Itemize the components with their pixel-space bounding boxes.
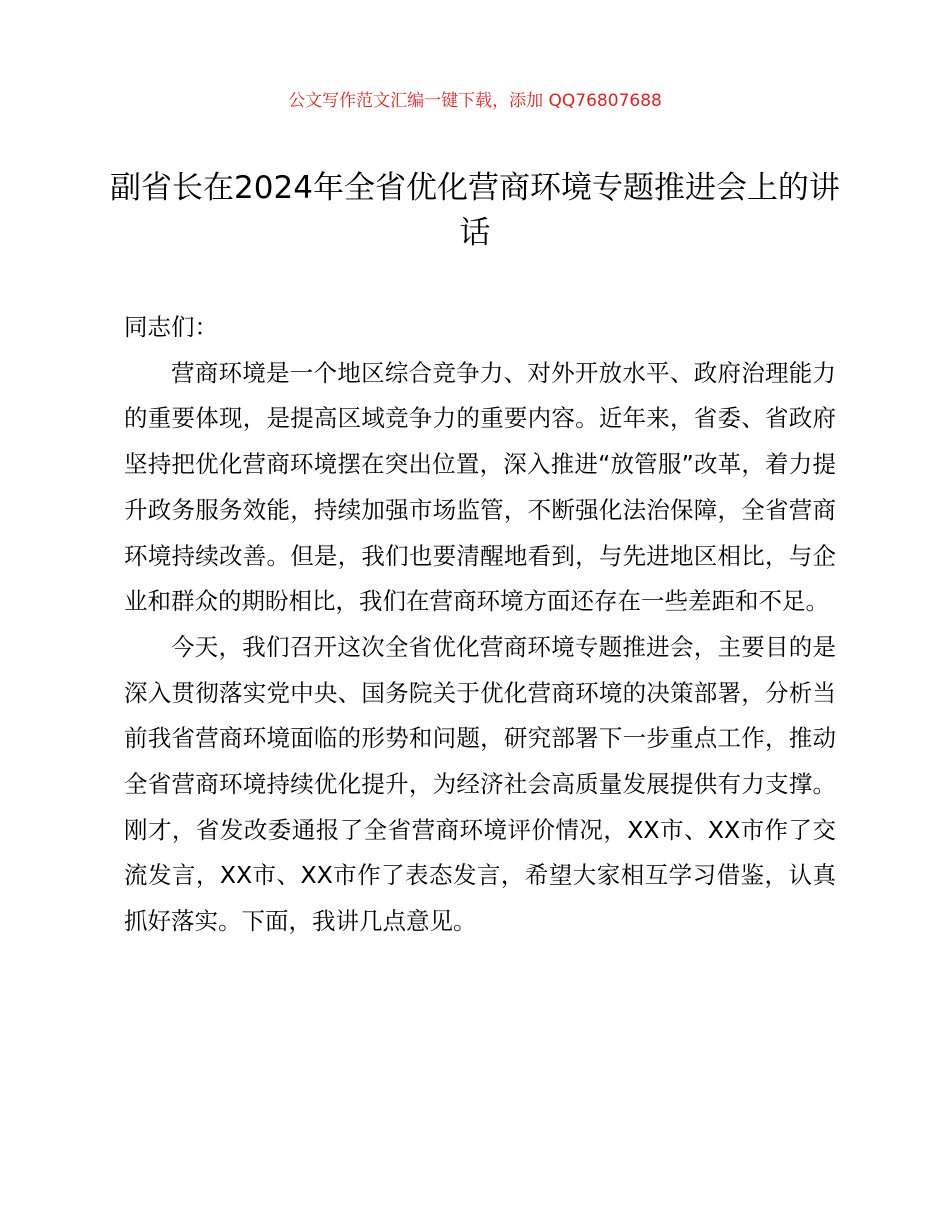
paragraph-2: 今天，我们召开这次全省优化营商环境专题推进会，主要目的是深入贯彻落实党中央、国务院关于优化营商环境的决策部署，分析当前我省营商环境面临的形势和问题，研究部署下一步重点工作，推动全省营商环境持续优化提升，为经济社会高质量发展提供有力支撑。刚才，省发改委通报了全省营商环境评价情况，XX市、XX市作了交流发言，XX市、XX市作了表态发言，希望大家相互学习借鉴，认真抓好落实。下面，我讲几点意见。 <box>124 632 836 936</box>
salutation: 同志们： <box>124 313 218 341</box>
document-title: 副省长在2024年全省优化营商环境专题推进会上的讲话 <box>110 170 840 251</box>
download-notice: 公文写作范文汇编一键下载，添加 QQ76807688 <box>288 91 662 111</box>
document-body <box>124 305 836 945</box>
paragraph-1: 营商环境是一个地区综合竞争力、对外开放水平、政府治理能力的重要体现，是提高区域竞争力的重要内容。近年来，省委、省政府坚持把优化营商环境摆在突出位置，深入推进“放管服”改革，着力提升政务服务效能，持续加强市场监管，不断强化法治保障，全省营商环境持续改善。但是，我们也要清醒地看到，与先进地区相比，与企业和群众的期盼相比，我们在营商环境方面还存在一些差距和不足。 <box>124 358 836 616</box>
